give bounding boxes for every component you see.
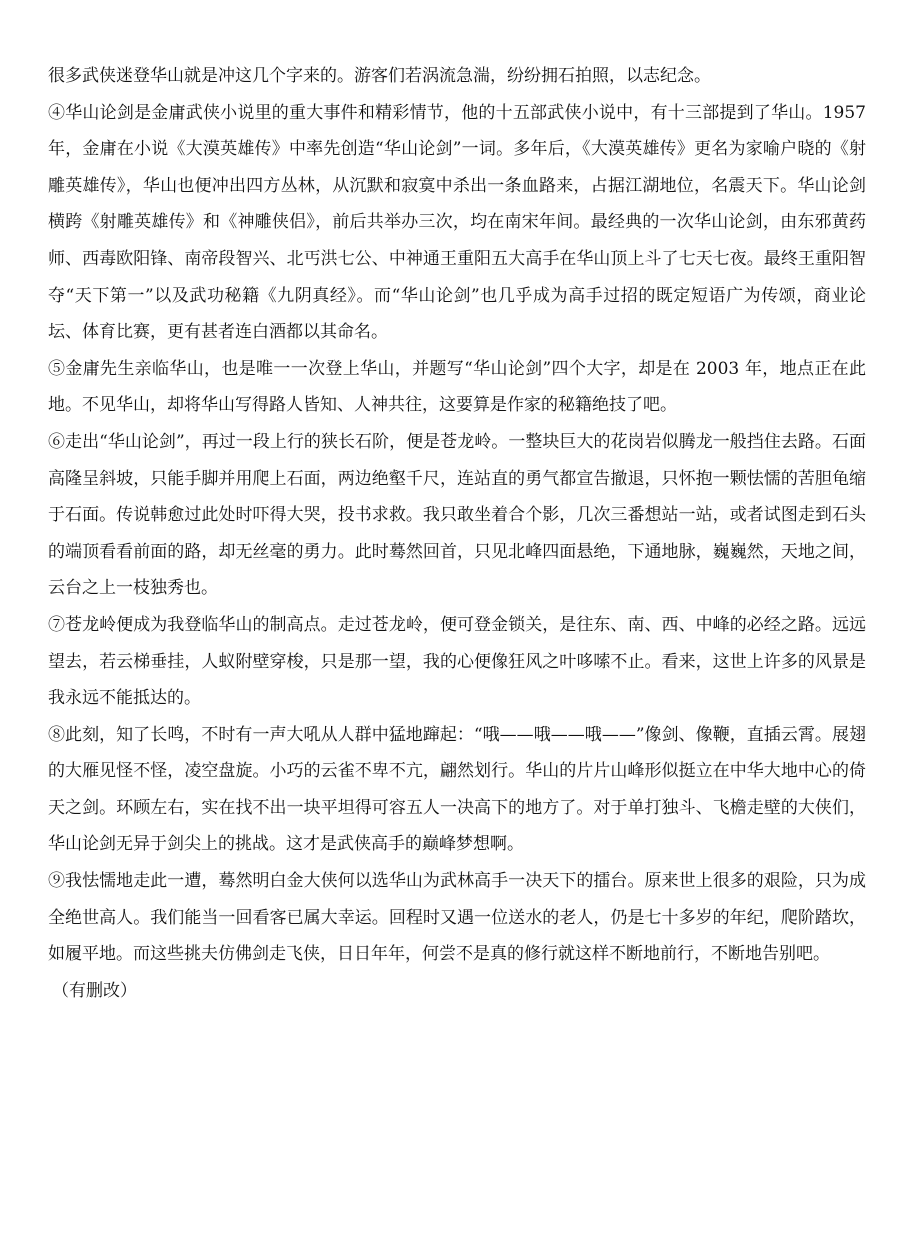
paragraph-8: ⑧此刻，知了长鸣，不时有一声大吼从人群中猛地蹿起：“哦——哦——哦——”像剑、像鞭，直插云霄。展翅的大雁见怪不怪，凌空盘旋。小巧的云雀不卑不亢，翩然划行。华山的片片山峰形似挺立在中华大地中心的倚天之剑。环顾左右，实在找不出一块平坦得可容五人一决高下的地方了。对于单打独斗、飞檐走壁的大侠们，华山论剑无异于剑尖上的挑战。这才是武侠高手的巅峰梦想啊。 bbox=[48, 724, 866, 855]
paragraph-9: ⑨我怯懦地走此一遭，蓦然明白金大侠何以选华山为武林高手一决天下的擂台。原来世上很多的艰险，只为成全绝世高人。我们能当一回看客已属大幸运。回程时又遇一位送水的老人，仍是七十多岁的年纪，爬阶踏坎，如履平地。而这些挑夫仿佛剑走飞侠，日日年年，何尝不是真的修行就这样不断地前行，不断地告别吧。 bbox=[48, 871, 866, 965]
paragraph-7: ⑦苍龙岭便成为我登临华山的制高点。走过苍龙岭，便可登金锁关，是往东、南、西、中峰的必经之路。远远望去，若云梯垂挂，人蚁附壁穿梭，只是那一望，我的心便像狂风之叶哆嗦不止。看来，这世上许多的风景是我永远不能抵达的。 bbox=[48, 614, 866, 709]
paragraph-5: ⑤金庸先生亲临华山，也是唯一一次登上华山，并题写“华山论剑”四个大字，却是在 2003 年，地点正在此地。不见华山，却将华山写得路人皆知、人神共往，这要算是作家的秘籍绝技了吧。 bbox=[48, 358, 866, 416]
paragraph-intro: 很多武侠迷登华山就是冲这几个字来的。游客们若涡流急湍，纷纷拥石拍照，以志纪念。 bbox=[48, 66, 711, 86]
paragraph-6: ⑥走出“华山论剑”，再过一段上行的狭长石阶，便是苍龙岭。一整块巨大的花岗岩似腾龙一般挡住去路。石面高隆呈斜坡，只能手脚并用爬上石面，两边绝壑千尺，连站直的勇气都宣告撤退，只怀抱一颗怯懦的苦胆龟缩于石面。传说韩愈过此处时吓得大哭，投书求救。我只敢坐着合个影，几次三番想站一站，或者试图走到石头的端顶看看前面的路，却无丝毫的勇力。此时蓦然回首，只见北峰四面悬绝，下通地脉，巍巍然，天地之间，云台之上一枝独秀也。 bbox=[48, 431, 866, 599]
article-body bbox=[48, 58, 866, 1009]
paragraph-4: ④华山论剑是金庸武侠小说里的重大事件和精彩情节，他的十五部武侠小说中，有十三部提到了华山。1957年，金庸在小说《大漠英雄传》中率先创造“华山论剑”一词。多年后，《大漠英雄传》更名为家喻户晓的《射雕英雄传》，华山也便冲出四方丛林，从沉默和寂寞中杀出一条血路来，占据江湖地位，名震天下。华山论剑横跨《射雕英雄传》和《神雕侠侣》，前后共举办三次，均在南宋年间。最经典的一次华山论剑，由东邪黄药师、西毒欧阳锋、南帝段智兴、北丐洪七公、中神通王重阳五大高手在华山顶上斗了七天七夜。最终王重阳智夺“天下第一”以及武功秘籍《九阴真经》。而“华山论剑”也几乎成为高手过招的既定短语广为传颂，商业论坛、体育比赛，更有甚者连白酒都以其命名。 bbox=[48, 102, 866, 343]
edit-note: （有删改） bbox=[52, 980, 137, 1001]
